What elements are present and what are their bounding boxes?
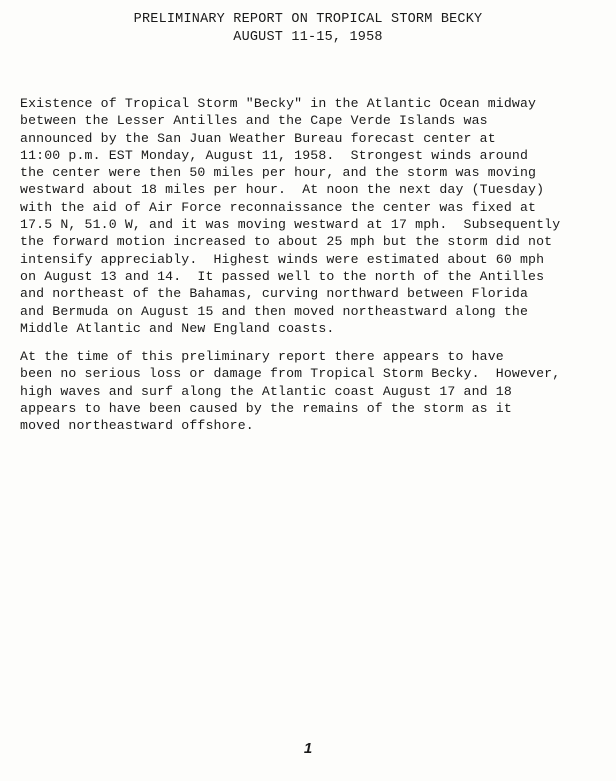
text-line: with the aid of Air Force reconnaissance the center was fixed at	[20, 199, 537, 215]
text-line: announced by the San Juan Weather Bureau forecast center at	[20, 130, 496, 146]
text-line: 11:00 p.m. EST Monday, August 11, 1958. Strongest winds around	[20, 147, 529, 163]
text-line: Existence of Tropical Storm "Becky" in the Atlantic Ocean midway	[20, 96, 537, 111]
text-line: appears to have been caused by the remains of the storm as it	[20, 400, 512, 416]
text-line: between the Lesser Antilles and the Cape Verde Islands was	[20, 113, 488, 129]
text-line: moved northeastward offshore.	[20, 418, 254, 434]
text-line: At the time of this preliminary report there appears to have	[20, 349, 504, 364]
text-line: Middle Atlantic and New England coasts.	[20, 320, 335, 336]
text-line: high waves and surf along the Atlantic coast August 17 and 18	[20, 383, 512, 399]
page-number: 1	[303, 740, 313, 757]
text-line: intensify appreciably. Highest winds were estimated about 60 mph	[20, 251, 545, 267]
text-line: westward about 18 miles per hour. At noon the next day (Tuesday)	[20, 182, 545, 198]
report-title: PRELIMINARY REPORT ON TROPICAL STORM BECKY	[133, 12, 483, 27]
text-line: 17.5 N, 51.0 W, and it was moving westward at 17 mph. Subsequently	[20, 217, 561, 233]
paragraph-damage-summary	[20, 348, 610, 434]
paragraph-storm-track	[20, 95, 610, 337]
text-line: and northeast of the Bahamas, curving northward between Florida	[20, 286, 529, 302]
text-line: the forward motion increased to about 25 mph but the storm did not	[20, 234, 553, 250]
text-line: been no serious loss or damage from Tropical Storm Becky. However,	[20, 366, 561, 382]
text-line: on August 13 and 14. It passed well to the north of the Antilles	[20, 268, 545, 284]
text-line: the center were then 50 miles per hour, and the storm was moving	[20, 165, 537, 181]
text-line: and Bermuda on August 15 and then moved northeastward along the	[20, 303, 529, 319]
report-dates: AUGUST 11-15, 1958	[233, 30, 383, 45]
